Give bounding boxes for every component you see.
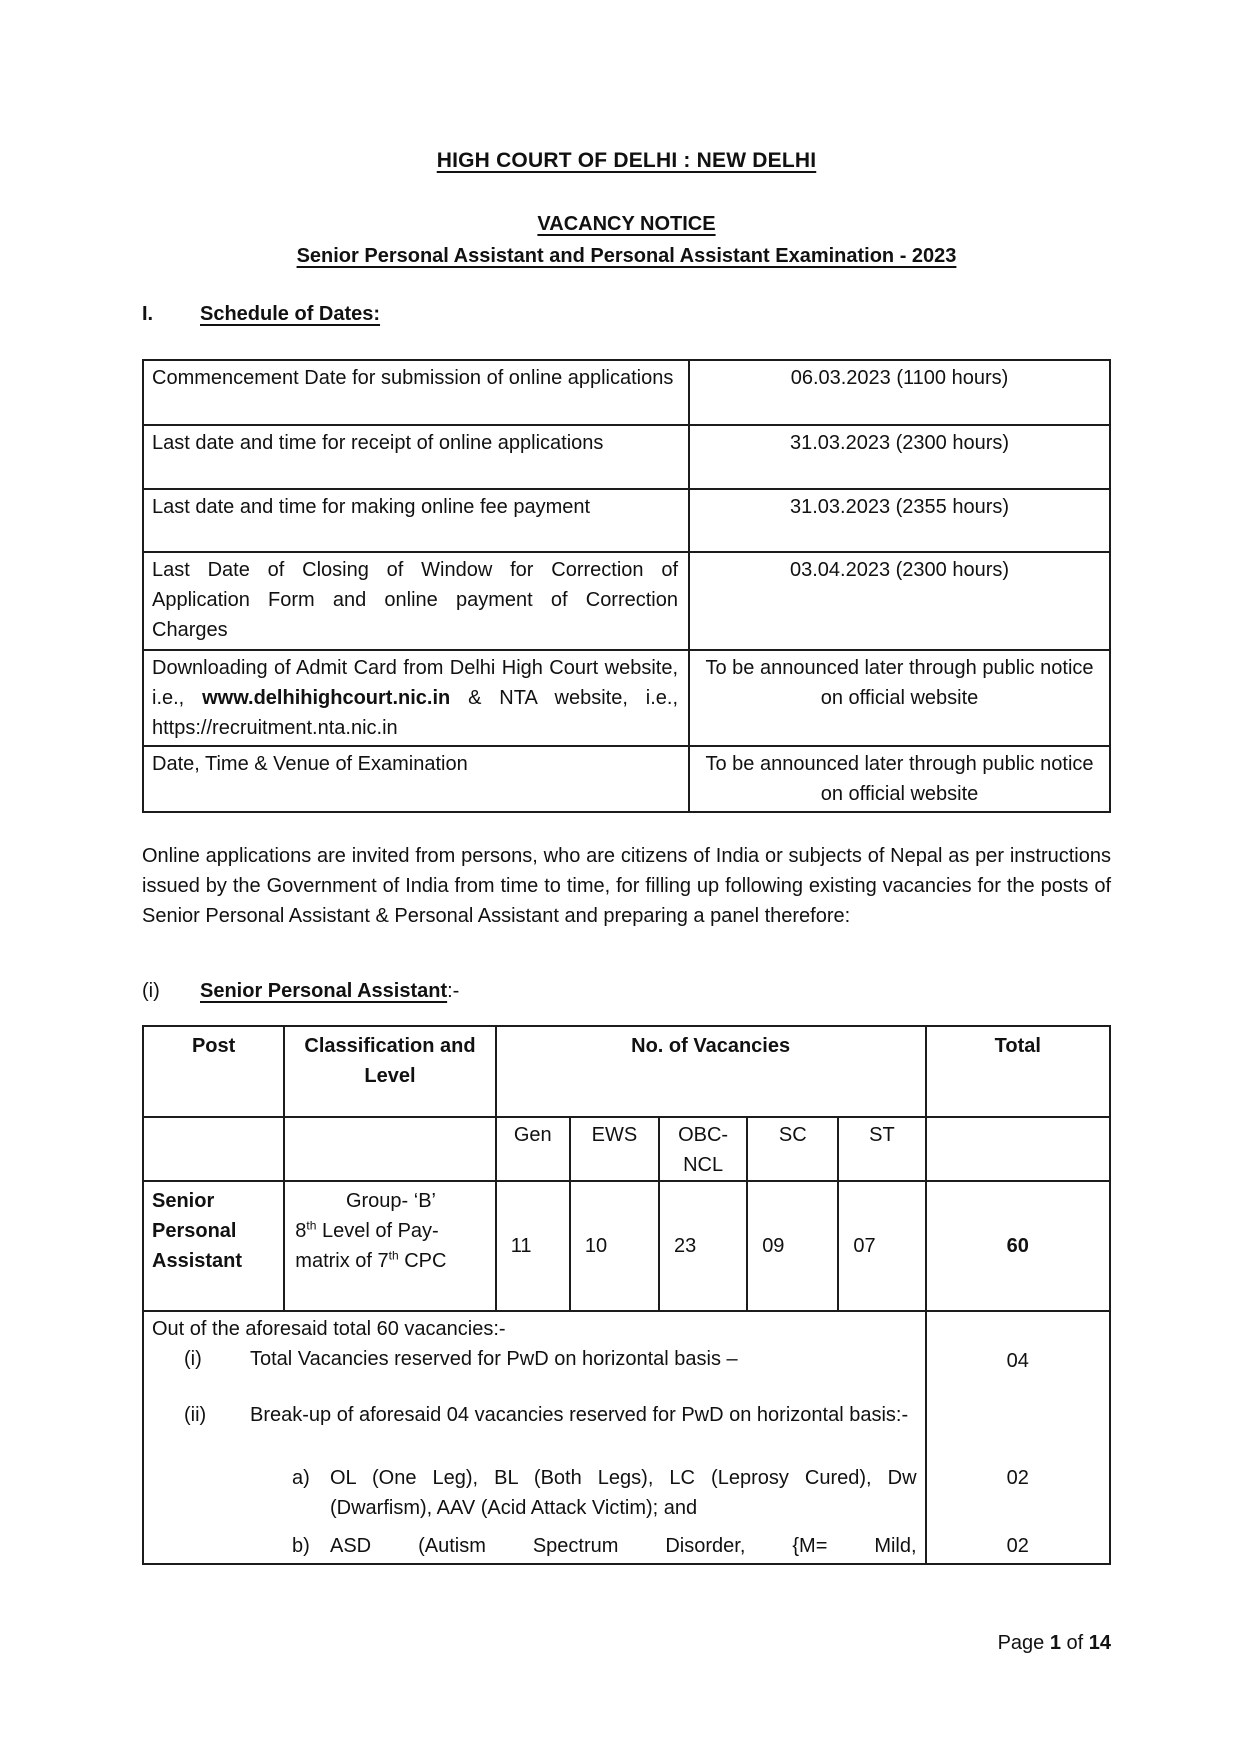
- court-website-url: www.delhihighcourt.nic.in: [202, 687, 451, 709]
- vacancy-count-gen: 11: [496, 1181, 570, 1311]
- category-obc-ncl: OBC-NCL: [659, 1117, 747, 1181]
- schedule-row-value: To be announced later through public notice on official website: [689, 746, 1110, 812]
- header-post: Post: [143, 1026, 284, 1117]
- footer-of: of: [1060, 1632, 1089, 1654]
- table-row: [143, 746, 1110, 812]
- header-total: Total: [926, 1026, 1110, 1117]
- empty-cell: [926, 1117, 1110, 1181]
- breakup-item-row: [143, 1523, 1110, 1564]
- vacancy-count-obc-ncl: 23: [659, 1181, 747, 1311]
- category-st: ST: [838, 1117, 925, 1181]
- breakup-item-row: [143, 1344, 1110, 1400]
- post-name: Senior Personal Assistant: [143, 1181, 284, 1311]
- schedule-row-label: Commencement Date for submission of online applications: [143, 360, 689, 425]
- schedule-row-value: 31.03.2023 (2300 hours): [689, 425, 1110, 489]
- table-row: [143, 552, 1110, 650]
- breakup-item-row: [143, 1455, 1110, 1523]
- breakup-item-ii: [143, 1400, 926, 1455]
- schedule-row-label: Last date and time for making online fee payment: [143, 489, 689, 552]
- item-text: Total Vacancies reserved for PwD on horizontal basis –: [250, 1348, 738, 1370]
- page-title: [142, 146, 1111, 176]
- vacancy-total: 60: [926, 1181, 1110, 1311]
- breakup-value-b: 02: [926, 1523, 1110, 1564]
- vacancy-count-sc: 09: [747, 1181, 838, 1311]
- schedule-section-numeral: I.: [142, 303, 154, 325]
- breakup-value-a: 02: [926, 1455, 1110, 1523]
- empty-cell: [143, 1117, 284, 1181]
- label-text: & NTA website, i.e., https://recruitment.nta.nic.in: [152, 687, 678, 739]
- breakup-item-row: [143, 1400, 1110, 1455]
- breakup-item-a: [143, 1455, 926, 1523]
- item-marker: (i): [184, 1348, 202, 1370]
- schedule-row-value: 03.04.2023 (2300 hours): [689, 552, 1110, 650]
- table-row: [143, 425, 1110, 489]
- item-marker: (ii): [184, 1404, 207, 1426]
- header-vacancies: No. of Vacancies: [496, 1026, 926, 1117]
- schedule-row-value: 06.03.2023 (1100 hours): [689, 360, 1110, 425]
- vacancy-count-ews: 10: [570, 1181, 659, 1311]
- category-sc: SC: [747, 1117, 838, 1181]
- classification-level: 8th Level of Pay-matrix of 7th CPC: [295, 1218, 447, 1272]
- item-text: ASD (Autism Spectrum Disorder, {M= Mild,: [330, 1535, 917, 1557]
- header-classification: Classification and Level: [284, 1026, 495, 1117]
- classification-group: Group- ‘B’: [345, 1190, 436, 1212]
- schedule-row-label: Last Date of Closing of Window for Correction of Application Form and online payment of Correction Charges: [143, 552, 689, 650]
- label-text: Downloading of Admit Card from Delhi High Court website, i.e.,: [152, 657, 678, 709]
- schedule-row-value: To be announced later through public notice on official website: [689, 650, 1110, 746]
- schedule-of-dates-table: [142, 359, 1111, 813]
- page-title-text: HIGH COURT OF DELHI : NEW DELHI: [436, 149, 817, 172]
- breakup-intro-row: [143, 1311, 1110, 1344]
- classification-cell: [284, 1181, 495, 1311]
- vacancies-table: [142, 1025, 1111, 1565]
- schedule-row-label: [143, 650, 689, 746]
- table-row: [143, 489, 1110, 552]
- schedule-row-value: 31.03.2023 (2355 hours): [689, 489, 1110, 552]
- footer-total-pages: 14: [1088, 1632, 1111, 1654]
- notice-subtitle: [142, 241, 1111, 271]
- empty-cell: [926, 1400, 1110, 1455]
- item-marker: a): [292, 1467, 310, 1489]
- table-subheader-row: [143, 1117, 1110, 1181]
- notice-subtitle-text: Senior Personal Assistant and Personal Assistant Examination - 2023: [296, 245, 957, 267]
- empty-cell: [284, 1117, 495, 1181]
- table-row: [143, 650, 1110, 746]
- notice-title-text: VACANCY NOTICE: [537, 213, 716, 235]
- vacancy-section-heading: [142, 976, 1111, 1006]
- category-ews: EWS: [570, 1117, 659, 1181]
- vacancy-count-st: 07: [838, 1181, 925, 1311]
- notice-title: [142, 209, 1111, 239]
- category-gen: Gen: [496, 1117, 570, 1181]
- table-data-row: [143, 1181, 1110, 1311]
- table-header-row: [143, 1026, 1110, 1117]
- breakup-value-pwd-total: 04: [926, 1344, 1110, 1400]
- page-number-footer: [998, 1628, 1111, 1658]
- breakup-item-i: [143, 1344, 926, 1400]
- schedule-row-label: Last date and time for receipt of online applications: [143, 425, 689, 489]
- footer-page-number: 1: [1049, 1632, 1061, 1654]
- table-row: [143, 360, 1110, 425]
- schedule-row-label: Date, Time & Venue of Examination: [143, 746, 689, 812]
- intro-paragraph: Online applications are invited from persons, who are citizens of India or subjects of Nepal as per instructions issued by the Government of India from time to time, for filling up following existing vacancies for the posts of Senior Personal Assistant & Personal Assistant and preparing a panel therefore:: [142, 845, 1111, 927]
- empty-cell: [926, 1311, 1110, 1344]
- schedule-section-title: Schedule of Dates:: [200, 303, 381, 325]
- vacancy-section-title: Senior Personal Assistant:-: [200, 980, 460, 1002]
- vacancy-section-marker: (i): [142, 980, 160, 1002]
- breakup-item-b: [143, 1523, 926, 1564]
- footer-prefix: Page: [997, 1632, 1050, 1654]
- item-marker: b): [292, 1535, 310, 1557]
- item-text: Break-up of aforesaid 04 vacancies reserved for PwD on horizontal basis:-: [250, 1404, 909, 1426]
- item-text: OL (One Leg), BL (Both Legs), LC (Leprosy Cured), Dw (Dwarfism), AAV (Acid Attack Victim); and: [330, 1467, 917, 1519]
- schedule-section-heading: [142, 299, 1111, 329]
- breakup-intro: Out of the aforesaid total 60 vacancies:-: [143, 1311, 926, 1344]
